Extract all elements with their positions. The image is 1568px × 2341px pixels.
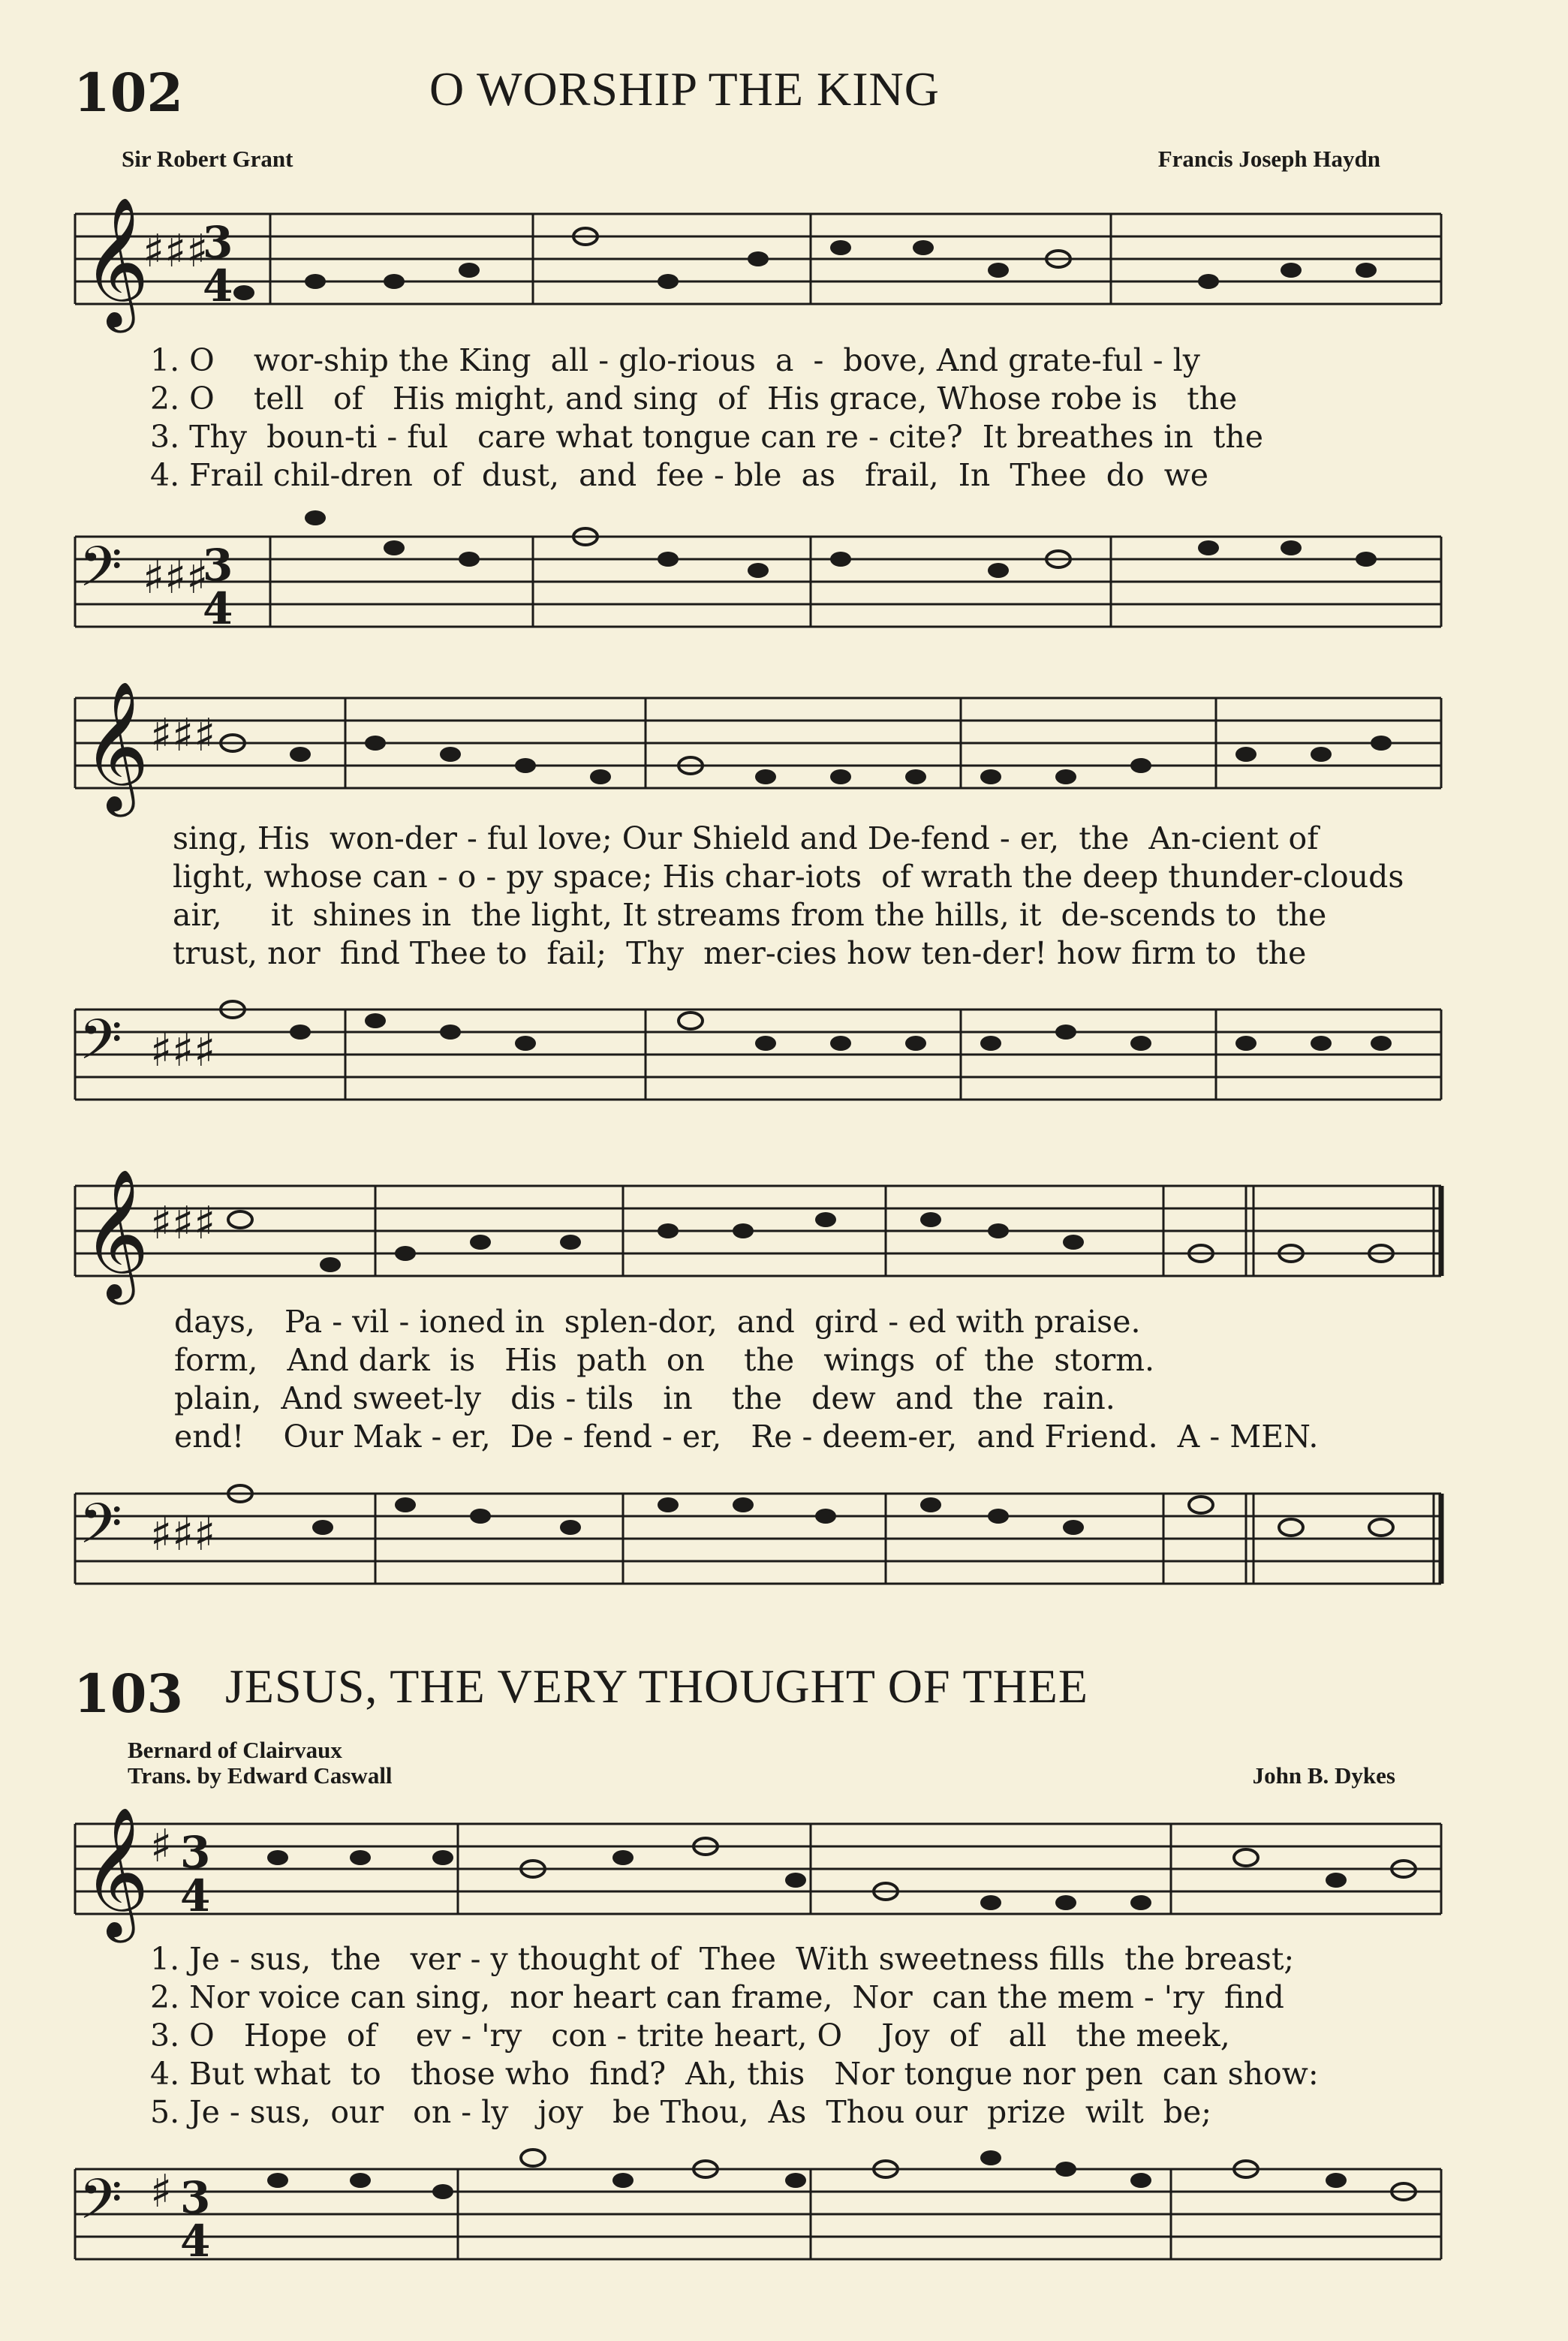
- verse-line: trust, nor find Thee to fail; Thy mer-cies how ten-der! how firm to the: [173, 935, 1307, 971]
- treble-staff: [60, 191, 1456, 342]
- composer-credit: Francis Joseph Haydn: [1157, 146, 1380, 172]
- treble-staff: [60, 676, 1456, 826]
- verse-line: 5. Je - sus, our on - ly joy be Thou, As Thou our prize wilt be;: [150, 2094, 1212, 2130]
- hymn-number: 102: [74, 62, 184, 124]
- verse-line: air, it shines in the light, It streams from the hills, it de-scends to the: [173, 897, 1327, 933]
- verse-line: 4. Frail chil-dren of dust, and fee - ble as frail, In Thee do we: [150, 457, 1209, 493]
- verse-lines: [150, 342, 1263, 495]
- author-credit: Bernard of Clairvaux: [128, 1737, 342, 1763]
- svg-text:♯♯♯: ♯♯♯: [150, 709, 216, 762]
- verse-lines: [150, 1940, 1319, 2132]
- verse-line: 1. O wor-ship the King all - glo-rious a - bove, And grate-ful - ly: [150, 342, 1200, 378]
- svg-text:4: 4: [203, 583, 233, 634]
- svg-text:𝄞: 𝄞: [83, 197, 149, 327]
- author-credit: Sir Robert Grant: [122, 146, 293, 172]
- verse-line: 4. But what to those who find? Ah, this Nor tongue nor pen can show:: [150, 2056, 1319, 2092]
- svg-text:♯♯♯: ♯♯♯: [143, 225, 209, 278]
- composer-credit: John B. Dykes: [1252, 1762, 1395, 1789]
- verse-line: 1. Je - sus, the ver - y thought of Thee With sweetness fills the breast;: [150, 1941, 1295, 1977]
- svg-text:4: 4: [180, 2216, 211, 2267]
- svg-text:𝄢: 𝄢: [79, 1491, 122, 1570]
- svg-text:4: 4: [203, 260, 233, 311]
- svg-text:4: 4: [180, 1870, 211, 1921]
- verse-line: sing, His won-der - ful love; Our Shield and De-fend - er, the An-cient of: [173, 820, 1319, 856]
- svg-text:3: 3: [203, 540, 233, 591]
- svg-text:3: 3: [203, 217, 233, 268]
- svg-text:𝄢: 𝄢: [79, 1007, 122, 1086]
- treble-staff: [60, 1801, 1456, 1951]
- bass-staff: [60, 1460, 1456, 1610]
- svg-text:𝄞: 𝄞: [83, 1807, 149, 1937]
- verse-lines: [173, 820, 1404, 973]
- hymn-title: JESUS, THE VERY THOUGHT OF THEE: [225, 1659, 1088, 1713]
- bass-staff: [60, 2135, 1456, 2285]
- translator-credit: Trans. by Edward Caswall: [128, 1762, 393, 1789]
- svg-text:𝄢: 𝄢: [79, 2167, 122, 2246]
- verse-line: 2. Nor voice can sing, nor heart can frame, Nor can the mem - 'ry find: [150, 1979, 1284, 2015]
- bass-staff: [60, 503, 1456, 653]
- svg-text:𝄞: 𝄞: [83, 681, 149, 811]
- verse-line: 3. O Hope of ev - 'ry con - trite heart, O Joy of all the meek,: [150, 2018, 1230, 2054]
- bass-staff: [60, 976, 1456, 1126]
- svg-text:𝄞: 𝄞: [83, 1169, 149, 1299]
- verse-line: 3. Thy boun-ti - ful care what tongue can re - cite? It breathes in the: [150, 419, 1263, 455]
- svg-text:3: 3: [180, 1827, 211, 1878]
- hymn-title: O WORSHIP THE KING: [429, 62, 940, 116]
- verse-line: form, And dark is His path on the wings of the storm.: [174, 1342, 1155, 1378]
- svg-text:♯: ♯: [150, 2165, 173, 2218]
- svg-text:3: 3: [180, 2172, 211, 2223]
- verse-line: end! Our Mak - er, De - fend - er, Re - deem-er, and Friend. A - MEN.: [174, 1419, 1319, 1455]
- hymn-number: 103: [74, 1662, 184, 1725]
- svg-text:♯♯♯: ♯♯♯: [150, 1197, 216, 1250]
- svg-text:♯: ♯: [150, 1820, 173, 1873]
- svg-text:♯♯♯: ♯♯♯: [150, 1509, 216, 1561]
- verse-lines: [174, 1303, 1318, 1456]
- svg-text:♯♯♯: ♯♯♯: [150, 1025, 216, 1077]
- verse-line: 2. O tell of His might, and sing of His grace, Whose robe is the: [150, 381, 1238, 417]
- verse-line: plain, And sweet-ly dis - tils in the dew and the rain.: [174, 1380, 1115, 1416]
- verse-line: days, Pa - vil - ioned in splen-dor, and gird - ed with praise.: [174, 1304, 1141, 1340]
- verse-line: light, whose can - o - py space; His char-iots of wrath the deep thunder-clouds: [173, 859, 1404, 895]
- svg-text:𝄢: 𝄢: [79, 534, 122, 613]
- svg-text:♯♯♯: ♯♯♯: [143, 552, 209, 604]
- treble-staff: [60, 1163, 1456, 1313]
